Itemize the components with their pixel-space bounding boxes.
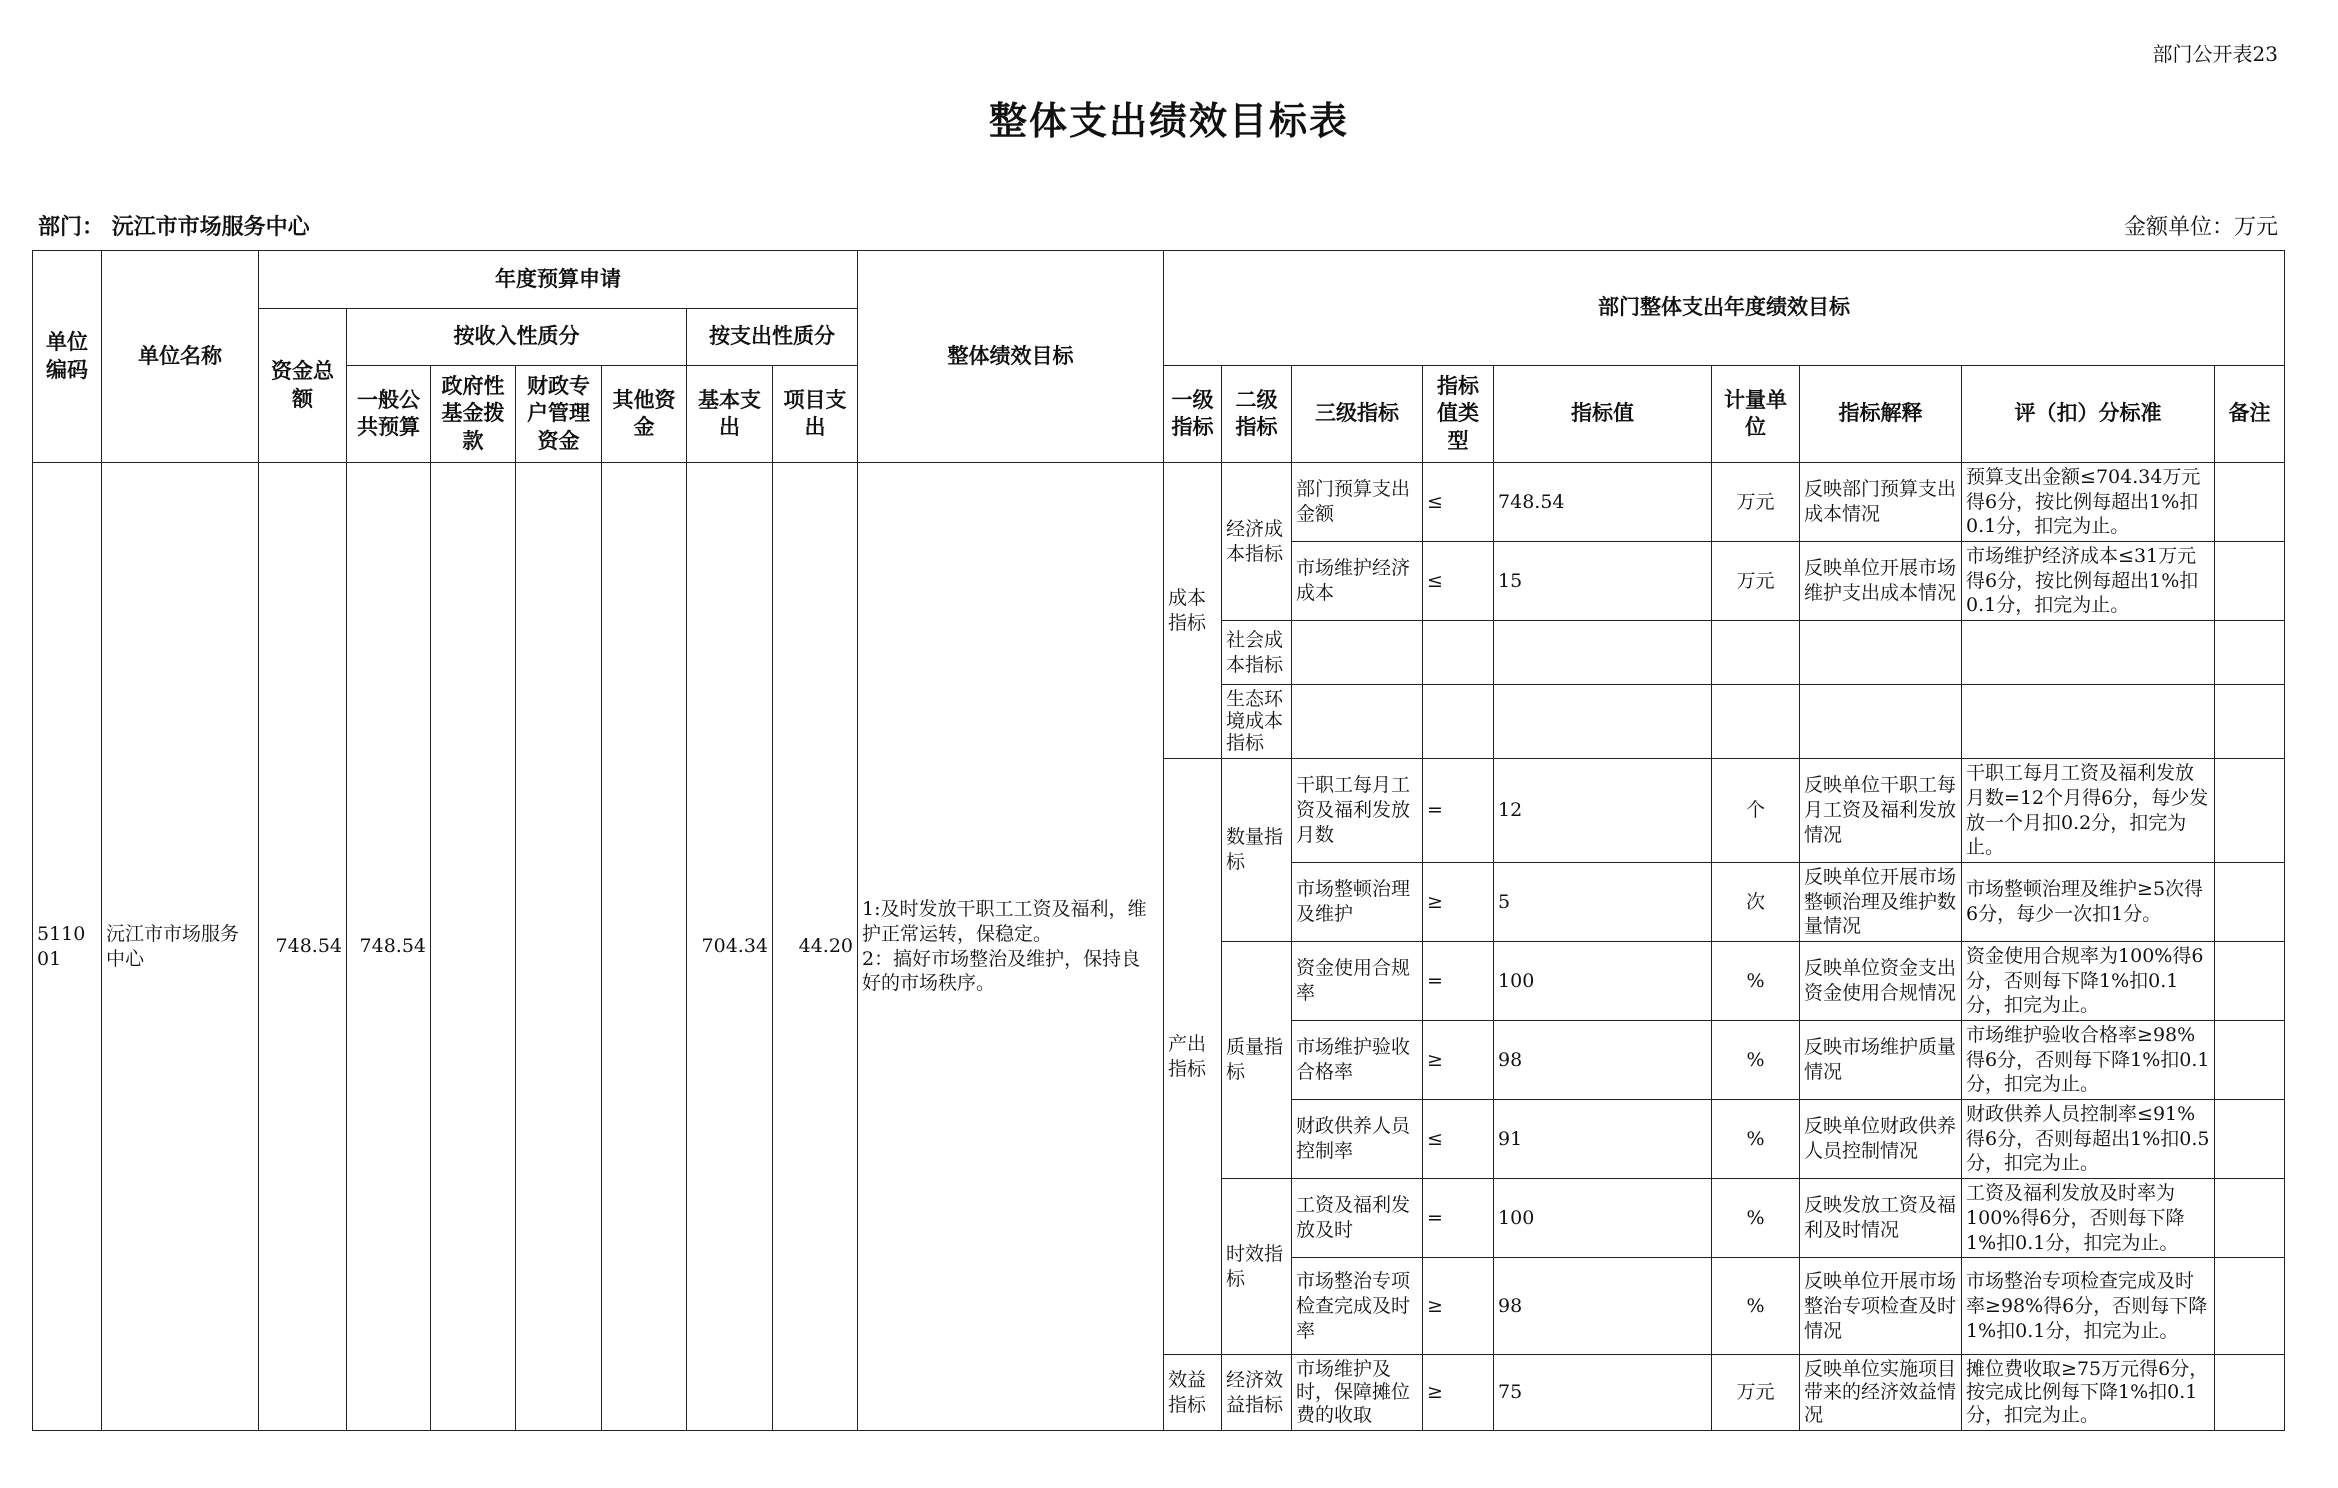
row2-l3: 市场维护经济成本 bbox=[1292, 542, 1423, 621]
row6-explain: 反映市场维护质量情况 bbox=[1800, 1021, 1962, 1100]
row10-type: ≥ bbox=[1423, 1355, 1494, 1431]
level2-economic-cost-cell: 经济成本指标 bbox=[1222, 463, 1292, 621]
level1-benefit-cell: 效益指标 bbox=[1164, 1355, 1222, 1431]
row8-remark bbox=[2215, 1179, 2285, 1258]
header-measure-unit: 计量单位 bbox=[1712, 366, 1800, 463]
form-number: 部门公开表23 bbox=[2152, 42, 2278, 66]
row7-score: 财政供养人员控制率≤91%得6分，否则每超出1%扣0.5分，扣完为止。 bbox=[1962, 1100, 2215, 1179]
row7-explain: 反映单位财政供养人员控制情况 bbox=[1800, 1100, 1962, 1179]
row10-explain: 反映单位实施项目带来的经济效益情况 bbox=[1800, 1355, 1962, 1431]
row10-score: 摊位费收取≥75万元得6分，按完成比例每下降1%扣0.1分，扣完为止。 bbox=[1962, 1355, 2215, 1431]
row4-l3: 市场整顿治理及维护 bbox=[1292, 862, 1423, 941]
row5-type: = bbox=[1423, 941, 1494, 1020]
row7-unit: % bbox=[1712, 1100, 1800, 1179]
header-target-value: 指标值 bbox=[1494, 366, 1712, 463]
row10-l3: 市场维护及时，保障摊位费的收取 bbox=[1292, 1355, 1423, 1431]
row2-explain: 反映单位开展市场维护支出成本情况 bbox=[1800, 542, 1962, 621]
row3-l3: 干职工每月工资及福利发放月数 bbox=[1292, 759, 1423, 863]
level2-quality-cell: 质量指标 bbox=[1222, 941, 1292, 1178]
row1-type: ≤ bbox=[1423, 463, 1494, 542]
row3-explain: 反映单位干职工每月工资及福利发放情况 bbox=[1800, 759, 1962, 863]
row6-l3: 市场维护验收合格率 bbox=[1292, 1021, 1423, 1100]
row7-type: ≤ bbox=[1423, 1100, 1494, 1179]
header-overall-goal: 整体绩效目标 bbox=[858, 251, 1164, 463]
performance-target-table bbox=[32, 250, 2285, 1431]
level2-quantity-cell: 数量指标 bbox=[1222, 759, 1292, 942]
page-title: 整体支出绩效目标表 bbox=[988, 99, 1349, 143]
level1-output-cell: 产出指标 bbox=[1164, 759, 1222, 1355]
row5-score: 资金使用合规率为100%得6分，否则每下降1%扣0.1分，扣完为止。 bbox=[1962, 941, 2215, 1020]
row8-unit: % bbox=[1712, 1179, 1800, 1258]
header-by-income: 按收入性质分 bbox=[347, 309, 687, 366]
level2-economic-benefit-cell: 经济效益指标 bbox=[1222, 1355, 1292, 1431]
amount-unit-label: 金额单位：万元 bbox=[2123, 215, 2278, 240]
row1-remark bbox=[2215, 463, 2285, 542]
row5-l3: 资金使用合规率 bbox=[1292, 941, 1423, 1020]
header-total-funds: 资金总额 bbox=[259, 309, 347, 463]
basic-expense-cell: 704.34 bbox=[687, 463, 773, 1431]
row1-l3: 部门预算支出金额 bbox=[1292, 463, 1423, 542]
header-general-budget: 一般公共预算 bbox=[347, 366, 431, 463]
row10-remark bbox=[2215, 1355, 2285, 1431]
row6-value: 98 bbox=[1494, 1021, 1712, 1100]
row7-remark bbox=[2215, 1100, 2285, 1179]
header-by-expense: 按支出性质分 bbox=[687, 309, 858, 366]
row5-unit: % bbox=[1712, 941, 1800, 1020]
row7-value: 91 bbox=[1494, 1100, 1712, 1179]
row6-type: ≥ bbox=[1423, 1021, 1494, 1100]
unit-code-cell: 511001 bbox=[33, 463, 102, 1431]
row6-unit: % bbox=[1712, 1021, 1800, 1100]
project-expense-cell: 44.20 bbox=[773, 463, 858, 1431]
row6-remark bbox=[2215, 1021, 2285, 1100]
level2-timeliness-cell: 时效指标 bbox=[1222, 1179, 1292, 1355]
row3-unit: 个 bbox=[1712, 759, 1800, 863]
row9-score: 市场整治专项检查完成及时率≥98%得6分，否则每下降1%扣0.1分，扣完为止。 bbox=[1962, 1258, 2215, 1355]
row9-l3: 市场整治专项检查完成及时率 bbox=[1292, 1258, 1423, 1355]
row3-type: = bbox=[1423, 759, 1494, 863]
header-special-fund: 财政专户管理资金 bbox=[516, 366, 602, 463]
row9-unit: % bbox=[1712, 1258, 1800, 1355]
header-explanation: 指标解释 bbox=[1800, 366, 1962, 463]
row2-unit: 万元 bbox=[1712, 542, 1800, 621]
row10-value: 75 bbox=[1494, 1355, 1712, 1431]
row9-type: ≥ bbox=[1423, 1258, 1494, 1355]
header-other-fund: 其他资金 bbox=[602, 366, 687, 463]
department-label: 部门： 沅江市市场服务中心 bbox=[38, 214, 310, 240]
row9-remark bbox=[2215, 1258, 2285, 1355]
header-unit-name: 单位名称 bbox=[102, 251, 259, 463]
general-budget-cell: 748.54 bbox=[347, 463, 431, 1431]
header-basic-expense: 基本支出 bbox=[687, 366, 773, 463]
row7-l3: 财政供养人员控制率 bbox=[1292, 1100, 1423, 1179]
header-project-expense: 项目支出 bbox=[773, 366, 858, 463]
row5-remark bbox=[2215, 941, 2285, 1020]
row5-value: 100 bbox=[1494, 941, 1712, 1020]
row2-value: 15 bbox=[1494, 542, 1712, 621]
row4-unit: 次 bbox=[1712, 862, 1800, 941]
row8-l3: 工资及福利发放及时 bbox=[1292, 1179, 1423, 1258]
gov-fund-cell bbox=[431, 463, 516, 1431]
header-level1: 一级指标 bbox=[1164, 366, 1222, 463]
row8-type: = bbox=[1423, 1179, 1494, 1258]
row8-explain: 反映发放工资及福利及时情况 bbox=[1800, 1179, 1962, 1258]
row1-explain: 反映部门预算支出成本情况 bbox=[1800, 463, 1962, 542]
row4-score: 市场整顿治理及维护≥5次得6分，每少一次扣1分。 bbox=[1962, 862, 2215, 941]
row8-value: 100 bbox=[1494, 1179, 1712, 1258]
header-remark: 备注 bbox=[2215, 366, 2285, 463]
row5-explain: 反映单位资金支出资金使用合规情况 bbox=[1800, 941, 1962, 1020]
row3-score: 干职工每月工资及福利发放月数=12个月得6分，每少发放一个月扣0.2分，扣完为止。 bbox=[1962, 759, 2215, 863]
other-fund-cell bbox=[602, 463, 687, 1431]
level2-eco-cost-cell: 生态环境成本指标 bbox=[1222, 685, 1292, 759]
header-value-type: 指标值类型 bbox=[1423, 366, 1494, 463]
header-gov-fund: 政府性基金拨款 bbox=[431, 366, 516, 463]
table-row bbox=[33, 463, 2285, 542]
unit-name-cell: 沅江市市场服务中心 bbox=[102, 463, 259, 1431]
row3-remark bbox=[2215, 759, 2285, 863]
header-annual-budget: 年度预算申请 bbox=[259, 251, 858, 309]
special-fund-cell bbox=[516, 463, 602, 1431]
header-unit-code: 单位编码 bbox=[33, 251, 102, 463]
row6-score: 市场维护验收合格率≥98%得6分，否则每下降1%扣0.1分，扣完为止。 bbox=[1962, 1021, 2215, 1100]
row10-unit: 万元 bbox=[1712, 1355, 1800, 1431]
header-scoring: 评（扣）分标准 bbox=[1962, 366, 2215, 463]
row1-score: 预算支出金额≤704.34万元得6分，按比例每超出1%扣0.1分，扣完为止。 bbox=[1962, 463, 2215, 542]
row4-remark bbox=[2215, 862, 2285, 941]
row4-value: 5 bbox=[1494, 862, 1712, 941]
row1-unit: 万元 bbox=[1712, 463, 1800, 542]
row2-type: ≤ bbox=[1423, 542, 1494, 621]
level1-cost-cell: 成本指标 bbox=[1164, 463, 1222, 759]
row1-value: 748.54 bbox=[1494, 463, 1712, 542]
overall-goal-cell: 1:及时发放干职工工资及福利，维护正常运转，保稳定。 2：搞好市场整治及维护，保持良好的市场秩序。 bbox=[858, 463, 1164, 1431]
row9-explain: 反映单位开展市场整治专项检查及时情况 bbox=[1800, 1258, 1962, 1355]
row4-explain: 反映单位开展市场整顿治理及维护数量情况 bbox=[1800, 862, 1962, 941]
row2-remark bbox=[2215, 542, 2285, 621]
row8-score: 工资及福利发放及时率为100%得6分，否则每下降1%扣0.1分，扣完为止。 bbox=[1962, 1179, 2215, 1258]
header-level2: 二级指标 bbox=[1222, 366, 1292, 463]
row9-value: 98 bbox=[1494, 1258, 1712, 1355]
level2-social-cost-cell: 社会成本指标 bbox=[1222, 621, 1292, 685]
row4-type: ≥ bbox=[1423, 862, 1494, 941]
header-dept-goals: 部门整体支出年度绩效目标 bbox=[1164, 251, 2285, 366]
header-level3: 三级指标 bbox=[1292, 366, 1423, 463]
total-funds-cell: 748.54 bbox=[259, 463, 347, 1431]
row3-value: 12 bbox=[1494, 759, 1712, 863]
row2-score: 市场维护经济成本≤31万元得6分，按比例每超出1%扣0.1分，扣完为止。 bbox=[1962, 542, 2215, 621]
